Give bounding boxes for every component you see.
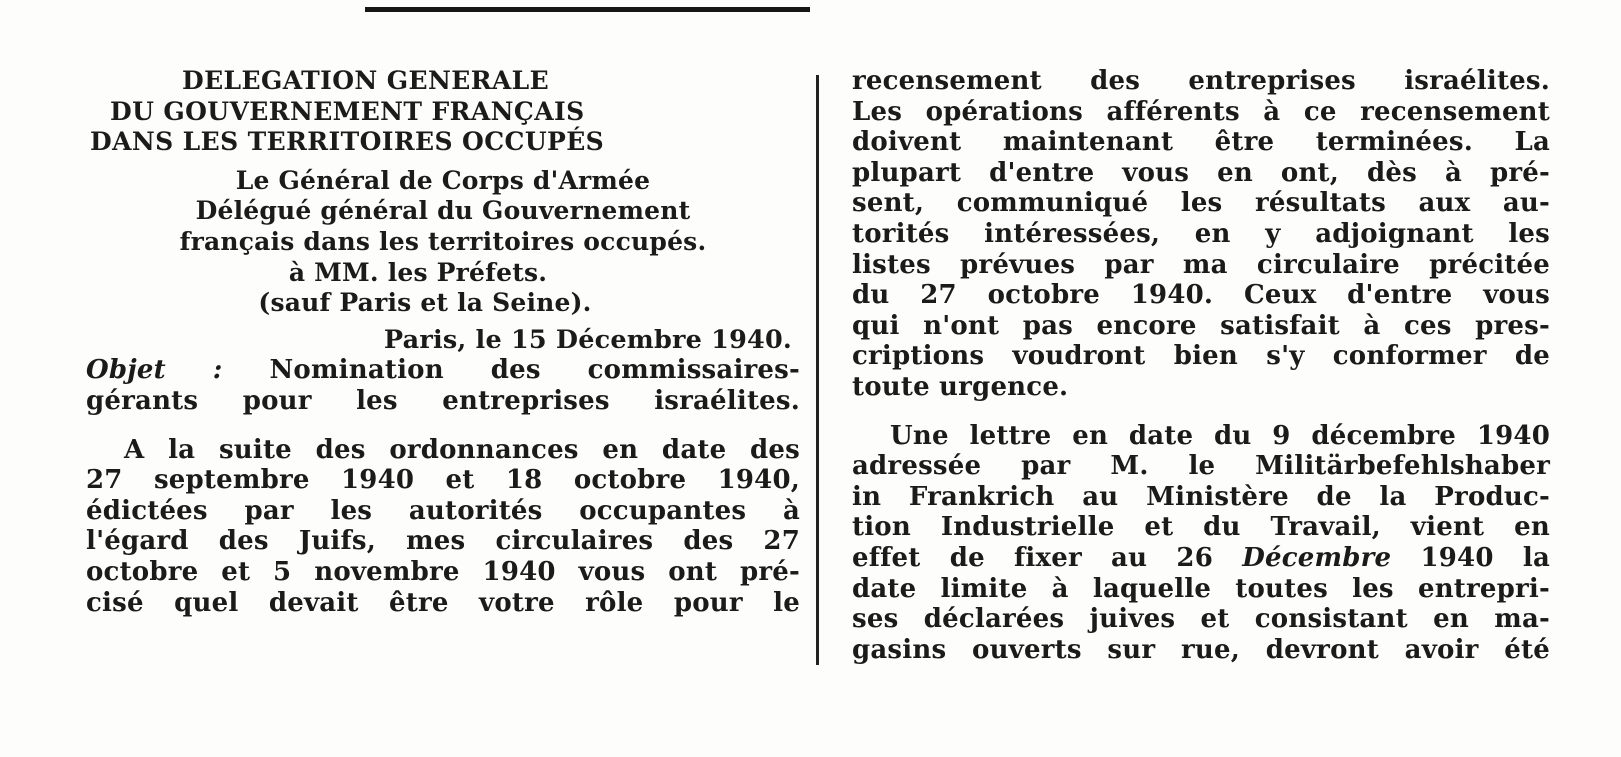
addressee-exception: (sauf Paris et la Seine). [258,288,592,318]
right-p1-line-1: recensement des entreprises israélites. [852,66,1550,96]
right-p1-line-5: sent, communiqué les résultats aux au- [852,188,1550,219]
header-line-1: DELEGATION GENERALE [182,66,550,95]
objet-block [86,355,800,416]
sender-line-1: Le Général de Corps d'Armée [235,165,651,195]
header-line-2: DU GOUVERNEMENT FRANÇAIS [110,96,585,126]
right-paragraph-1 [852,66,1550,403]
left-para-line-4: l'égard des Juifs, mes circulaires des 27 [86,526,800,557]
right-p1-line-7: listes prévues par ma circulaire précitée [852,249,1550,280]
right-p2-line-5-b: 1940 la [1391,542,1550,573]
left-para-line-3: édictées par les autorités occupantes à [86,495,800,526]
left-para-line-6: cisé quel devait être votre rôle pour le [86,587,800,618]
sender-line-2: Délégué général du Gouvernement [195,196,691,226]
left-paragraph [86,435,800,619]
left-para-line-2: 27 septembre 1940 et 18 octobre 1940, [86,465,800,496]
right-paragraph-2 [852,421,1550,666]
right-p2-line-5-a: effet de fixer au 26 [852,542,1243,573]
paragraph-gap [852,403,1550,421]
objet-text-1: Nomination des commissaires- [269,355,800,386]
right-p2-line-3: in Frankrich au Ministère de la Produc- [852,481,1550,512]
left-para-line-5: octobre et 5 novembre 1940 vous ont pré- [86,556,800,587]
top-rule [365,7,810,12]
right-p1-line-9: qui n'ont pas encore satisfait à ces pres- [852,310,1550,341]
right-p2-line-1: Une lettre en date du 9 décembre 1940 [890,420,1550,451]
right-p1-line-2: Les opérations afférents à ce recensement [852,96,1550,127]
right-p1-line-4: plupart d'entre vous en ont, dès à pré- [852,157,1550,188]
right-p2-line-6: date limite à laquelle toutes les entrepri- [852,573,1550,604]
right-p1-line-10: criptions voudront bien s'y conformer de [852,341,1550,372]
left-para-line-1: A la suite des ordonnances en date des [124,434,800,465]
objet-label: Objet : [86,355,223,386]
sender-line-3: français dans les territoires occupés. [179,226,707,256]
objet-line-2: gérants pour les entreprises israélites. [86,385,800,416]
column-rule [816,75,819,665]
addressee-line: à MM. les Préfets. [288,257,548,287]
date-line: Paris, le 15 Décembre 1940. [383,324,792,355]
right-p1-line-6: torités intéressées, en y adjoignant les [852,218,1550,249]
right-p1-line-11: toute urgence. [852,371,1069,402]
right-column [852,66,1550,665]
right-p2-line-7: ses déclarées juives et consistant en ma- [852,604,1550,635]
left-column [86,66,800,618]
right-p2-line-5 [852,543,1550,574]
header-line-3: DANS LES TERRITOIRES OCCUPÉS [90,127,605,157]
right-p2-line-8: gasins ouverts sur rue, devront avoir été [852,634,1550,665]
right-p2-line-2: adressée par M. le Militärbefehlshaber [852,451,1550,482]
right-p1-line-3: doivent maintenant être terminées. La [852,127,1550,158]
objet-line-1 [86,355,800,386]
right-p1-line-8: du 27 octobre 1940. Ceux d'entre vous [852,280,1550,311]
right-p2-line-4: tion Industrielle et du Travail, vient en [852,512,1550,543]
right-p2-line-5-italic: Décembre [1242,542,1392,573]
